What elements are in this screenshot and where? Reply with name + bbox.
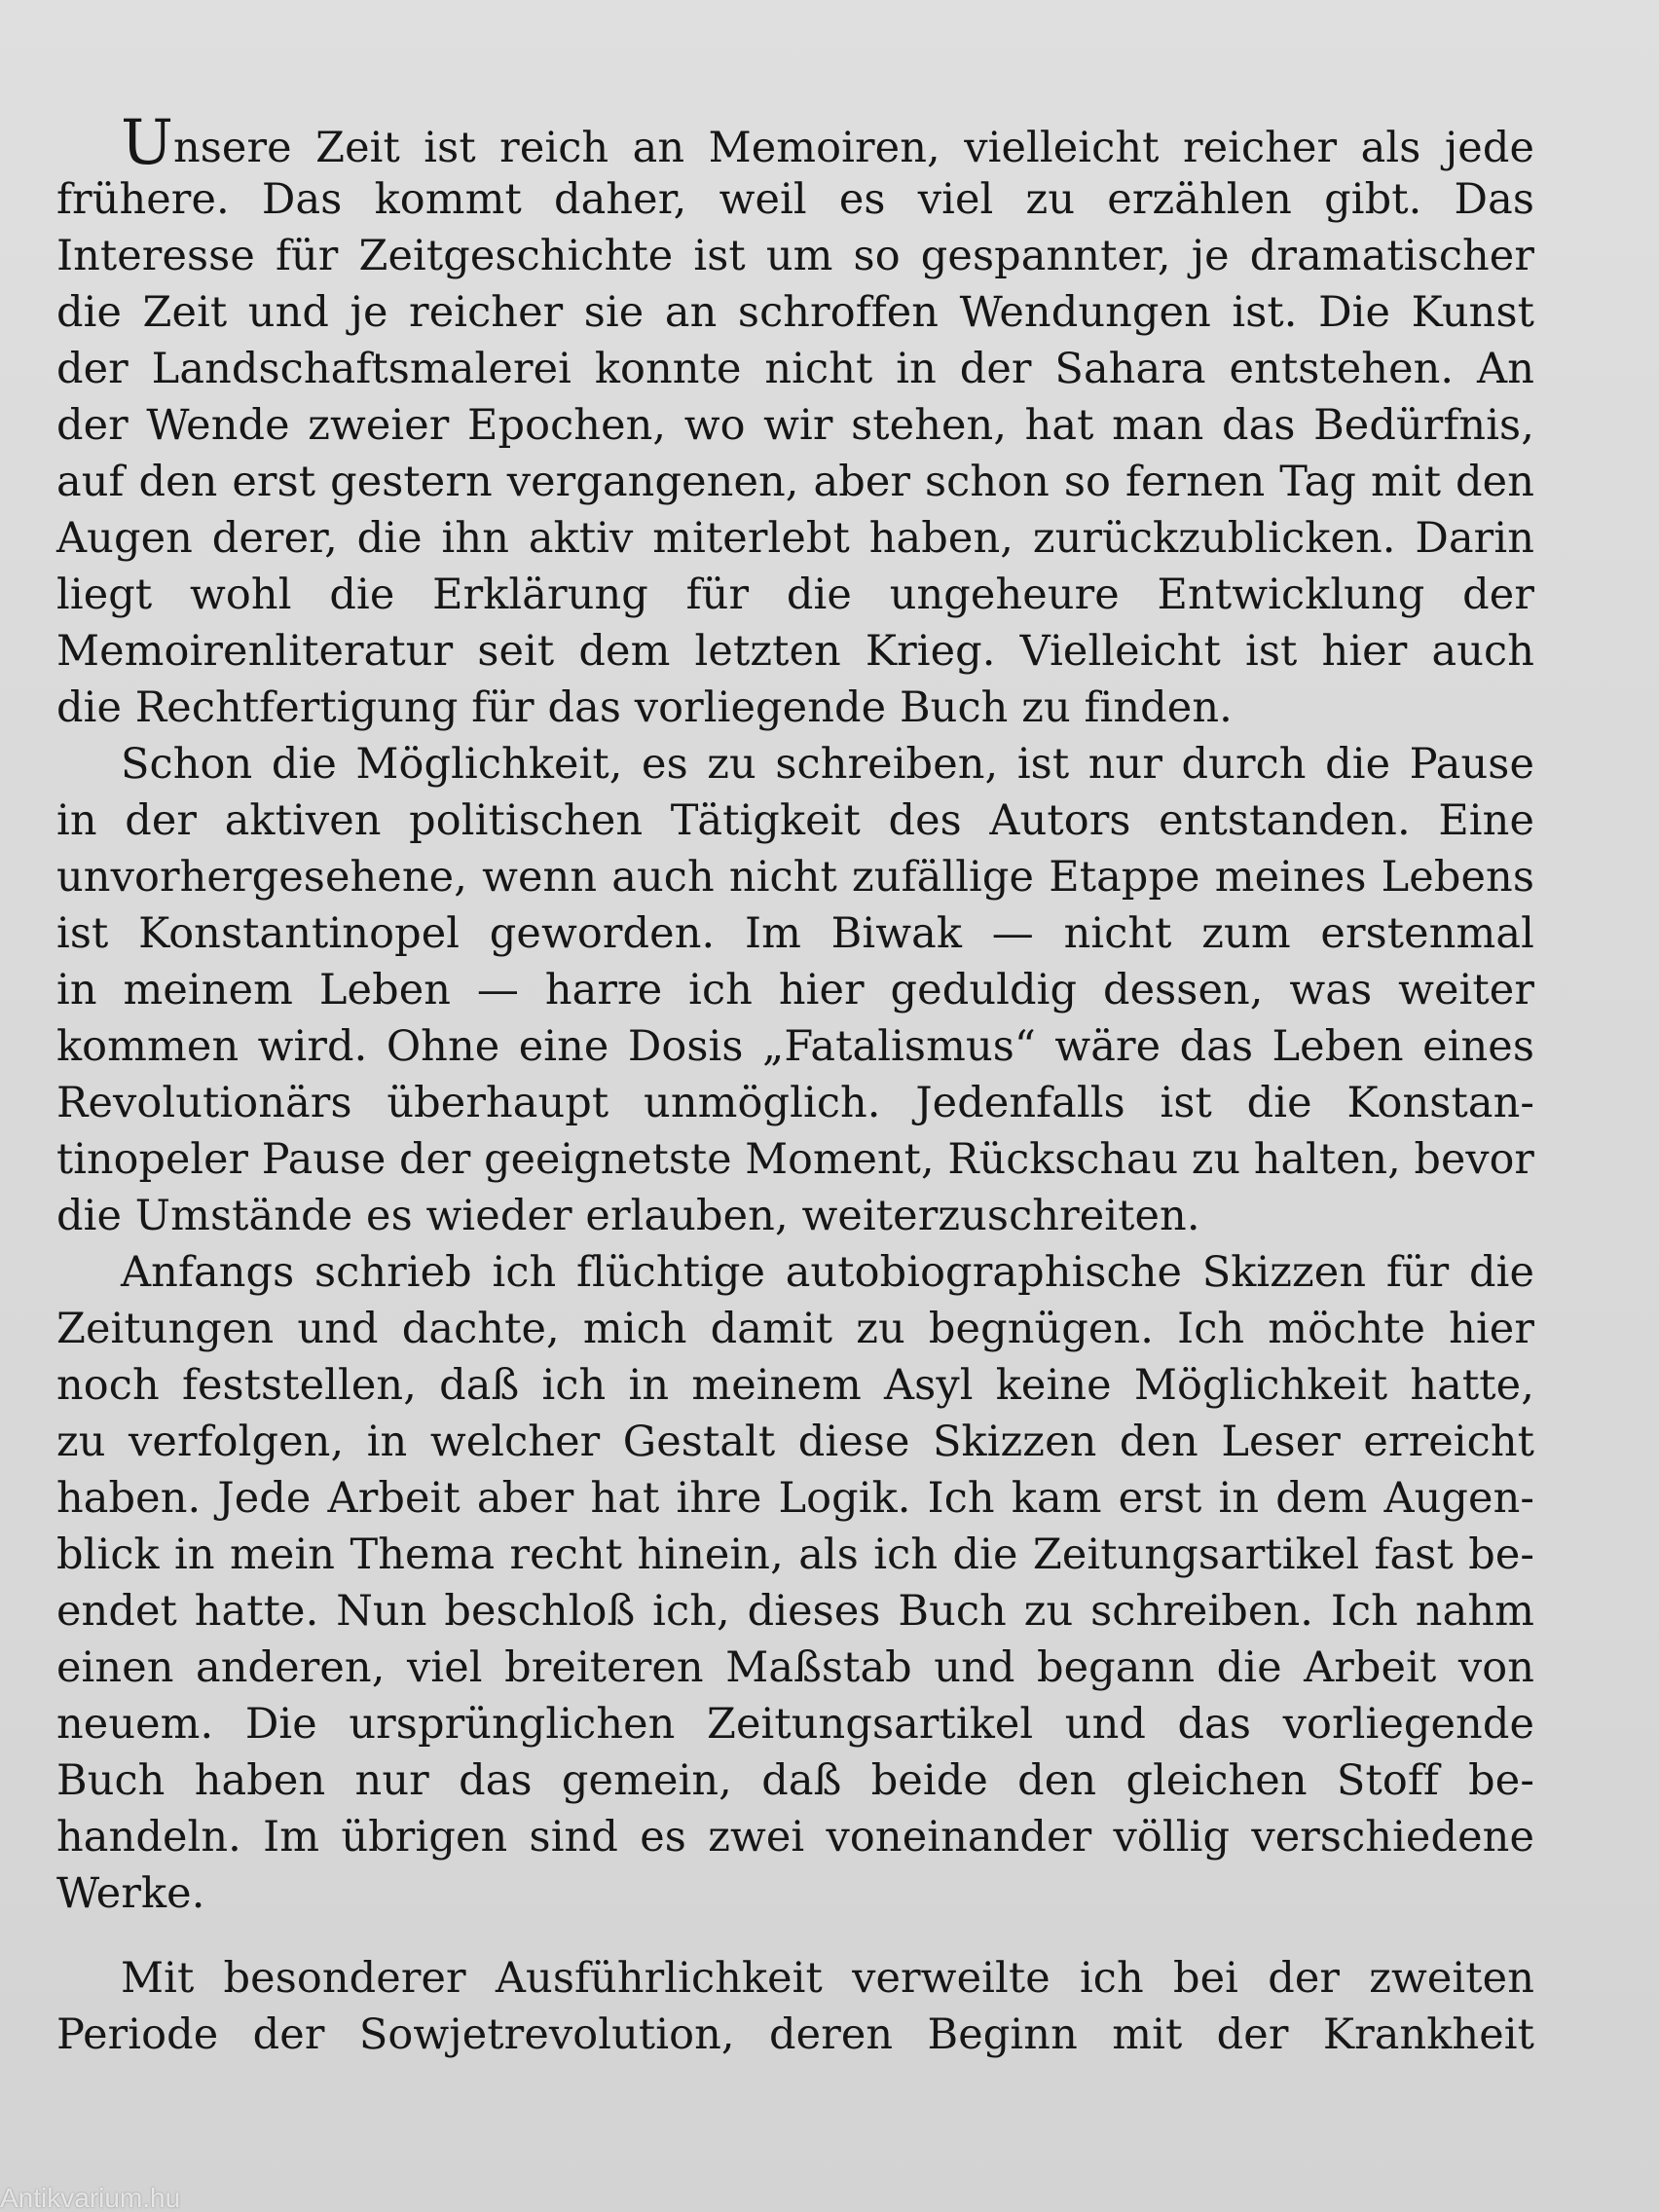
text-line-17: kommen wird. Ohne eine Dosis „Fatalismus“ wäre das Leben eines [56,1022,1534,1071]
text-line-9: liegt wohl die Erklärung für die ungeheure Entwicklung der [56,571,1534,619]
text-line-29: neuem. Die ursprünglichen Zeitungsartikel und das vorliegende [56,1700,1534,1749]
text-line-12: Schon die Möglichkeit, es zu schreiben, ist nur durch die Pause [121,740,1534,789]
text-line-15: ist Konstantinopel geworden. Im Biwak — nicht zum erstenmal [56,909,1534,958]
text-line-25: haben. Jede Arbeit aber hat ihre Logik. Ich kam erst in dem Augen- [56,1474,1534,1523]
text-line-5: der Landschaftsmalerei konnte nicht in der Sahara entstehen. An [56,345,1534,393]
text-line-34: Periode der Sowjetrevolution, deren Beginn mit der Krankheit [56,2010,1534,2059]
text-line-26: blick in mein Thema recht hinein, als ich die Zeitungsartikel fast be- [56,1530,1534,1579]
body-text [56,107,1534,2082]
text-line-32: Werke. [56,1869,205,1918]
text-line-1 [56,107,1534,179]
text-line-22: Zeitungen und dachte, mich damit zu begnügen. Ich möchte hier [56,1305,1534,1353]
text-line-6: der Wende zweier Epochen, wo wir stehen, hat man das Bedürfnis, [56,401,1534,450]
text-line-21: Anfangs schrieb ich flüchtige autobiographische Skizzen für die [121,1248,1534,1297]
text-line-20: die Umstände es wieder erlauben, weiterzuschreiten. [56,1192,1200,1240]
text-line-27: endet hatte. Nun beschloß ich, dieses Buch zu schreiben. Ich nahm [56,1587,1534,1636]
text-line-18: Revolutionärs überhaupt unmöglich. Jedenfalls ist die Konstan- [56,1079,1534,1127]
text-line-11: die Rechtfertigung für das vorliegende Buch zu finden. [56,683,1233,732]
text-line-24: zu verfolgen, in welcher Gestalt diese Skizzen den Leser erreicht [56,1418,1534,1466]
drop-cap: U [121,107,173,179]
text-line-2: frühere. Das kommt daher, weil es viel zu erzählen gibt. Das [56,175,1534,224]
text-line-7: auf den erst gestern vergangenen, aber schon so fernen Tag mit den [56,458,1534,506]
text-line-13: in der aktiven politischen Tätigkeit des Autors entstanden. Eine [56,796,1534,845]
text-line-3: Interesse für Zeitgeschichte ist um so gespannter, je dramatischer [56,232,1534,280]
text-line-23: noch feststellen, daß ich in meinem Asyl keine Möglichkeit hatte, [56,1361,1534,1410]
watermark-text: Antikvarium.hu [0,2185,181,2212]
text-line-16: in meinem Leben — harre ich hier geduldig dessen, was weiter [56,966,1534,1014]
text-line-8: Augen derer, die ihn aktiv miterlebt haben, zurückzublicken. Darin [56,514,1534,563]
text-line-28: einen anderen, viel breiteren Maßstab und begann die Arbeit von [56,1643,1534,1692]
text-line-14: unvorhergesehene, wenn auch nicht zufällige Etappe meines Lebens [56,853,1534,902]
text-line-4: die Zeit und je reicher sie an schroffen Wendungen ist. Die Kunst [56,288,1534,337]
text-line-30: Buch haben nur das gemein, daß beide den gleichen Stoff be- [56,1756,1534,1805]
text-line-19: tinopeler Pause der geeignetste Moment, Rückschau zu halten, bevor [56,1135,1534,1184]
line-text: nsere Zeit ist reich an Memoiren, vielleicht reicher als jede [172,124,1534,172]
text-line-10: Memoirenliteratur seit dem letzten Krieg. Vielleicht ist hier auch [56,627,1534,676]
text-line-31: handeln. Im übrigen sind es zwei voneinander völlig verschiedene [56,1813,1534,1862]
text-line-33: Mit besonderer Ausführlichkeit verweilte ich bei der zweiten [121,1954,1534,2003]
